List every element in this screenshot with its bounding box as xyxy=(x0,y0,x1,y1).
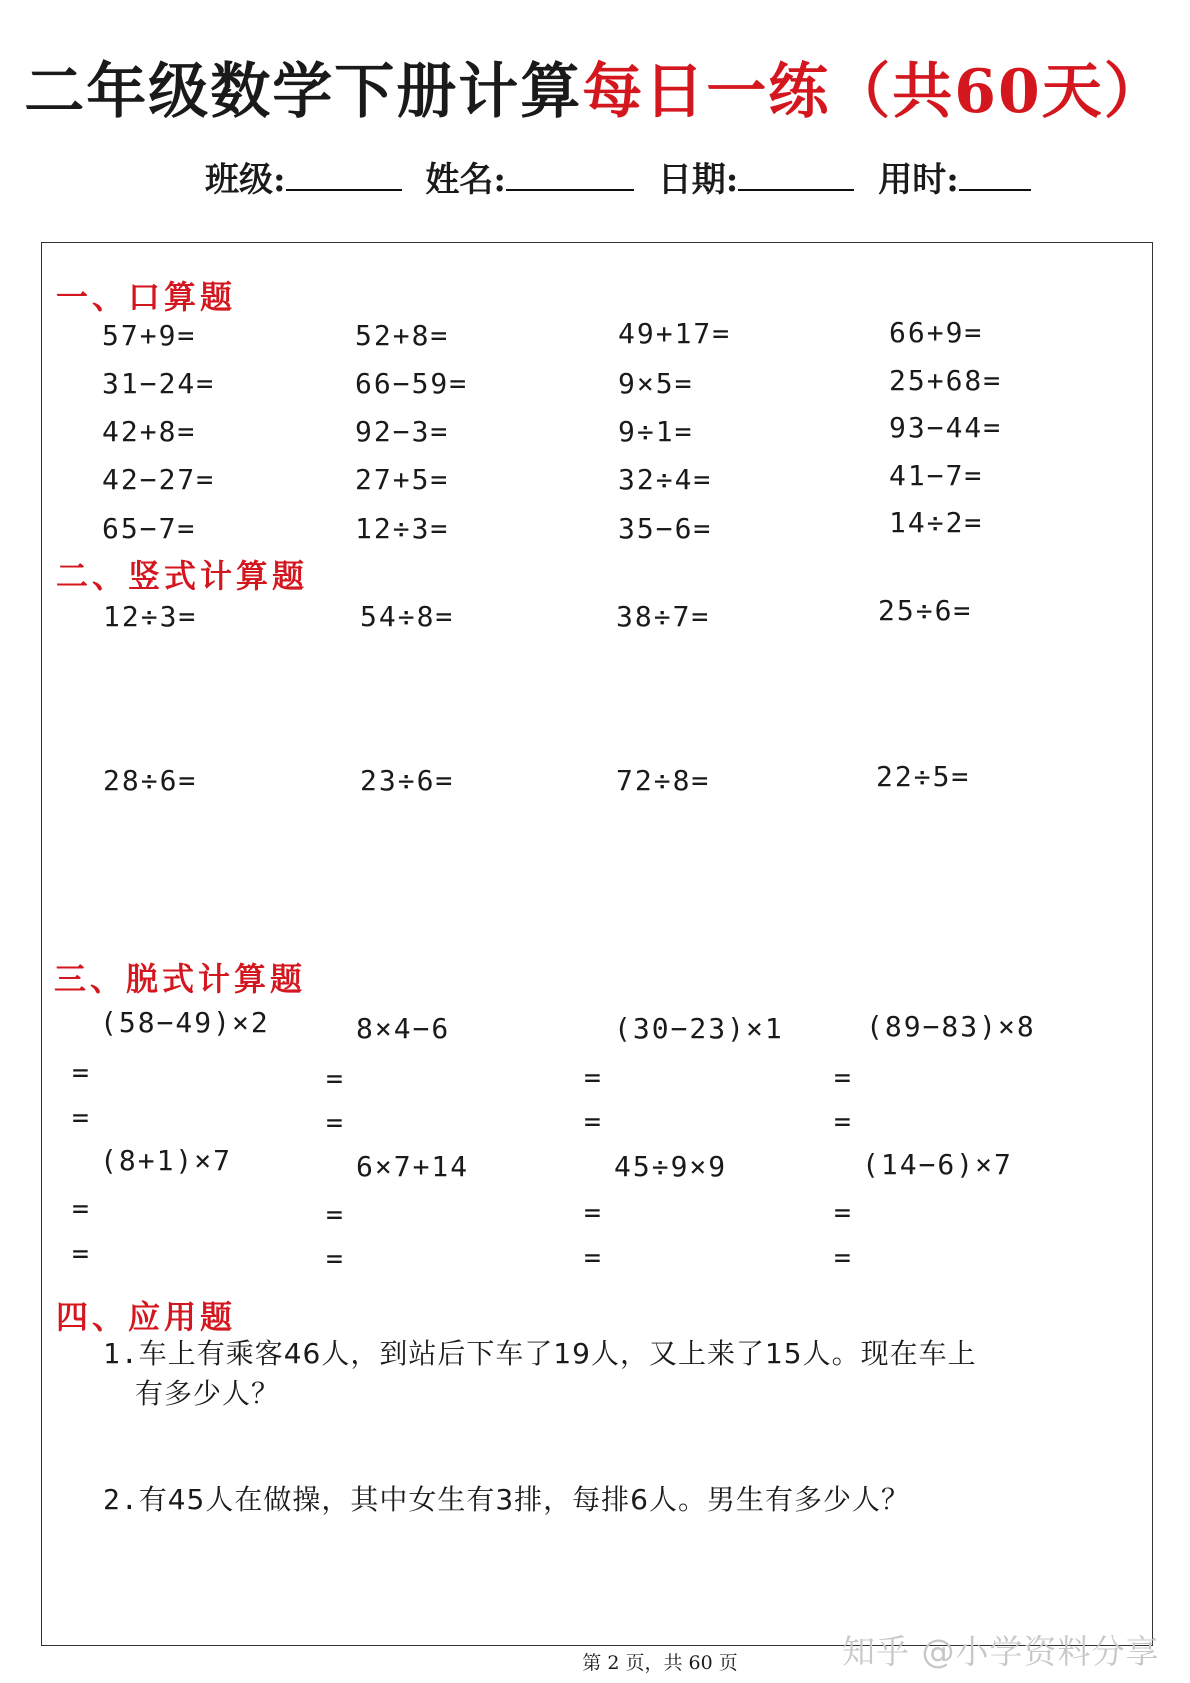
oral-item: 92−3= xyxy=(355,415,450,448)
stepwise-equals: = xyxy=(72,1237,89,1270)
stepwise-item: (30−23)×1 xyxy=(614,1012,784,1045)
oral-item: 31−24= xyxy=(102,367,216,400)
date-blank[interactable] xyxy=(738,159,854,191)
vertical-item: 23÷6= xyxy=(360,764,455,797)
oral-item: 32÷4= xyxy=(618,463,713,496)
vertical-item: 25÷6= xyxy=(878,594,973,627)
class-blank[interactable] xyxy=(286,159,402,191)
student-info-row xyxy=(205,152,1105,201)
title-red: 每日一练（共60天） xyxy=(582,57,1166,127)
worksheet-frame xyxy=(41,242,1153,1646)
stepwise-equals: = xyxy=(72,1192,89,1225)
oral-item: 42+8= xyxy=(102,415,197,448)
oral-item: 66−59= xyxy=(355,367,469,400)
watermark: 知乎 @小学资料分享 xyxy=(842,1632,1160,1671)
stepwise-equals: = xyxy=(584,1061,601,1094)
stepwise-equals: = xyxy=(584,1241,601,1274)
class-label: 班级: xyxy=(205,160,286,200)
stepwise-equals: = xyxy=(834,1061,851,1094)
vertical-item: 54÷8= xyxy=(360,600,455,633)
oral-item: 25+68= xyxy=(889,364,1003,397)
stepwise-item: (14−6)×7 xyxy=(862,1148,1013,1181)
stepwise-heading: 三、脱式计算题 xyxy=(54,960,307,998)
stepwise-equals: = xyxy=(834,1241,851,1274)
stepwise-item: 6×7+14 xyxy=(356,1150,470,1183)
problem-number: 2. xyxy=(103,1483,139,1516)
vertical-item: 28÷6= xyxy=(103,764,198,797)
stepwise-equals: = xyxy=(72,1056,89,1089)
oral-item: 41−7= xyxy=(889,459,984,492)
oral-item: 14÷2= xyxy=(889,506,984,539)
word-problem-2 xyxy=(103,1480,1063,1520)
stepwise-item: (89−83)×8 xyxy=(866,1010,1036,1043)
problem-number: 1. xyxy=(103,1337,139,1370)
problem-text-line1: 车上有乘客46人，到站后下车了19人，又上来了15人。现在车上 xyxy=(138,1337,977,1370)
name-blank[interactable] xyxy=(506,159,634,191)
oral-item: 57+9= xyxy=(102,319,197,352)
stepwise-equals: = xyxy=(326,1062,343,1095)
stepwise-equals: = xyxy=(326,1106,343,1139)
oral-item: 52+8= xyxy=(355,319,450,352)
problem-text-line2: 有多少人？ xyxy=(135,1377,281,1410)
problem-text-line1: 有45人在做操，其中女生有3排，每排6人。男生有多少人？ xyxy=(138,1483,910,1516)
stepwise-equals: = xyxy=(584,1105,601,1138)
oral-item: 9×5= xyxy=(618,367,694,400)
vertical-item: 12÷3= xyxy=(103,600,198,633)
oral-item: 35−6= xyxy=(618,512,713,545)
worksheet-title xyxy=(0,44,1190,130)
oral-item: 12÷3= xyxy=(355,512,450,545)
time-label: 用时: xyxy=(878,160,959,200)
stepwise-item: 8×4−6 xyxy=(356,1012,451,1045)
oral-item: 27+5= xyxy=(355,463,450,496)
stepwise-item: (58−49)×2 xyxy=(100,1006,270,1039)
title-black: 二年级数学下册计算 xyxy=(24,57,583,127)
stepwise-equals: = xyxy=(584,1196,601,1229)
stepwise-item: 45÷9×9 xyxy=(614,1150,728,1183)
stepwise-item: (8+1)×7 xyxy=(100,1144,233,1177)
date-label: 日期: xyxy=(657,160,739,200)
oral-item: 93−44= xyxy=(889,411,1003,444)
oral-heading: 一、口算题 xyxy=(56,278,237,316)
page-footer: 第 2 页，共 60 页 xyxy=(582,1652,738,1674)
oral-item: 49+17= xyxy=(618,317,732,350)
oral-item: 42−27= xyxy=(102,463,216,496)
stepwise-equals: = xyxy=(834,1105,851,1138)
oral-item: 66+9= xyxy=(889,316,984,349)
word-heading: 四、应用题 xyxy=(56,1298,237,1336)
word-problem-1 xyxy=(103,1334,1063,1414)
stepwise-equals: = xyxy=(834,1196,851,1229)
vertical-heading: 二、竖式计算题 xyxy=(56,557,309,595)
vertical-item: 38÷7= xyxy=(616,600,711,633)
oral-item: 9÷1= xyxy=(618,415,694,448)
stepwise-equals: = xyxy=(326,1198,343,1231)
name-label: 姓名: xyxy=(425,160,506,200)
stepwise-equals: = xyxy=(72,1101,89,1134)
stepwise-equals: = xyxy=(326,1242,343,1275)
vertical-item: 72÷8= xyxy=(616,764,711,797)
time-blank[interactable] xyxy=(959,159,1031,191)
vertical-item: 22÷5= xyxy=(876,760,971,793)
oral-item: 65−7= xyxy=(102,512,197,545)
